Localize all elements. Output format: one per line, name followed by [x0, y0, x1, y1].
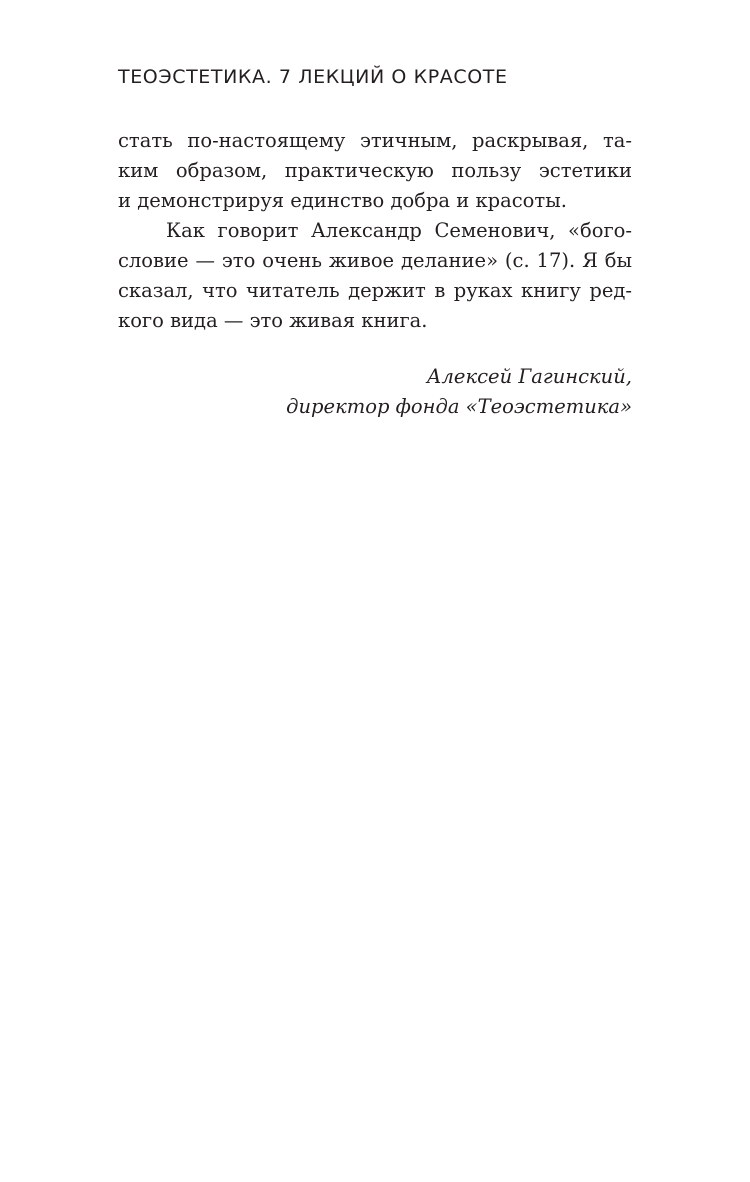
signature-role: директор фонда «Теоэстетика» [286, 395, 632, 418]
text-line: кого вида — это живая книга. [118, 309, 428, 332]
signature-name: Алексей Гагинский, [426, 365, 632, 388]
text-line: стать по-настоящему этичным, раскрывая, та- [118, 129, 632, 152]
running-header-title: ТЕОЭСТЕТИКА. 7 ЛЕКЦИЙ О КРАСОТЕ [118, 66, 508, 88]
signature-block [118, 362, 632, 422]
text-line: словие — это очень живое делание» (с. 17). Я бы [118, 249, 632, 272]
text-line: ким образом, практическую пользу эстетики [118, 159, 632, 182]
text-line: и демонстрируя единство добра и красоты. [118, 189, 567, 212]
text-line: сказал, что читатель держит в руках книгу ред- [118, 279, 632, 302]
body-text [118, 126, 632, 336]
text-line: Как говорит Александр Семенович, «бого- [166, 219, 632, 242]
